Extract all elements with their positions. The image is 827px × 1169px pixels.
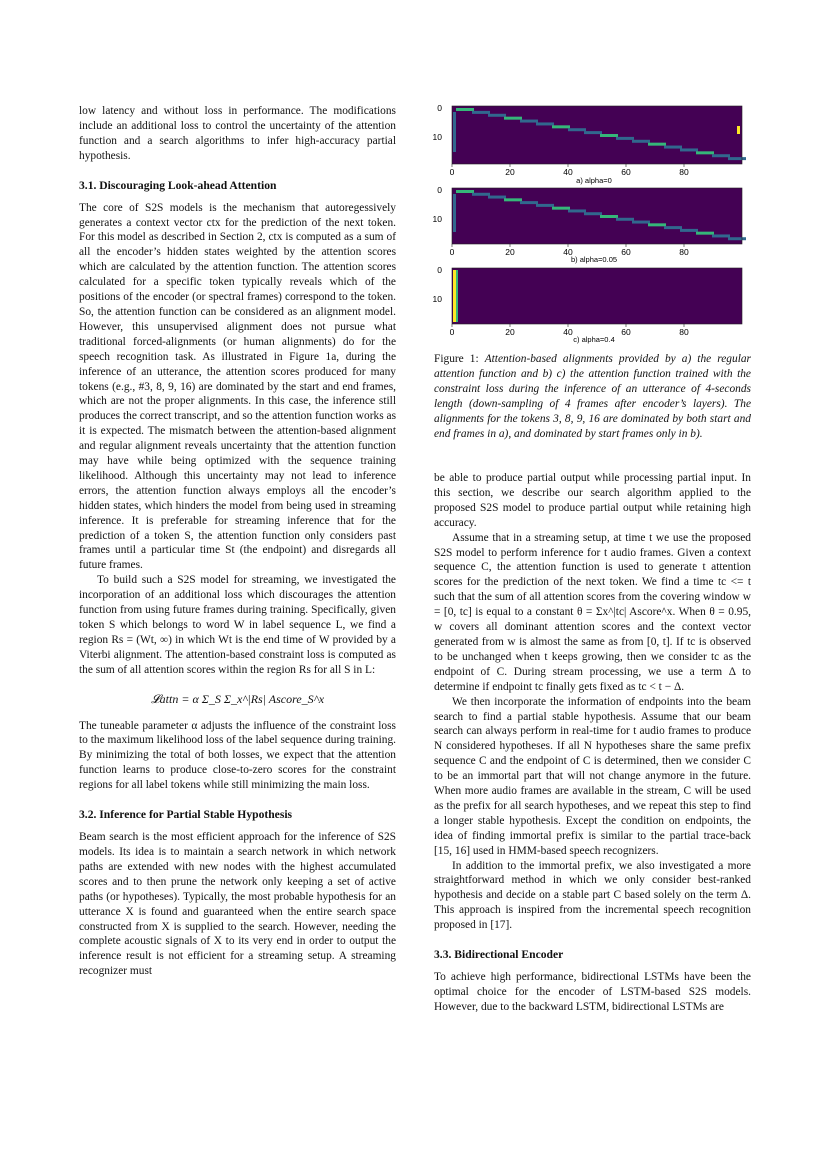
- paragraph-intro: low latency and without loss in performance. The modifications include an additional loss to control the uncertainty of the attention function and a search algorithms to infer high-accuracy partial hypothesis.: [79, 105, 396, 162]
- end-frame-cells: [737, 126, 740, 134]
- xtick-label: 40: [563, 247, 573, 257]
- paragraph-3-1-a: The core of S2S models is the mechanism that autoregessively generates a context vector ctx for the prediction of the next token. For this model as described in Section 2, ctx is computed as a sum of all the encoder’s hidden states weighted by the attention scores which are calculated by the attention function. The attention scores calculated for a specific token typically reveals which of the positions of the encoder (or spectral frames) correspond to the token. So, the attention function can be considered as an alignment model. However, this unsupervised alignment does not pursue what traditional forced-alignments (or human alignments) do for the speech recognition task. As illustrated in Figure 1a, during the inference of an utterance, the attention scores produced for many tokens (e.g., #3, 8, 9, 16) are dominated by the start and end frames, which are not the proper alignments. In this case, the inference still produces the correct transcript, and so the attention function works as it is expected. The mismatch between the attention-based alignment and regular alignment reveals uncertainty that the attention function may have while being optimized with the sequence training likelihood. Although this uncertainty may not lead to inference errors, the attention function always employs all the encoder’s hidden states, which hinders the model from being used in streaming inference. It is preferable for streaming inference that for the prediction of a token S, the attention function only considers past frames until a particular time St (the endpoint) and disregards all future frames.: [79, 201, 396, 572]
- xtick-label: 20: [505, 167, 515, 177]
- section-heading-3-3: 3.3. Bidirectional Encoder: [434, 948, 564, 962]
- alignment-cell: [520, 201, 538, 204]
- alignment-cell: [616, 218, 634, 221]
- caption-body: Attention-based alignments provided by a) the regular attention function and b) c) the attention function trained with the constraint loss during the inference of an utterance of 4-seconds length (down-sampling of 4 frames after encoder’s layers). The alignments for the tokens 3, 8, 9, 16 are dominated by both start and end frames in a), and dominated by start frames only in b).: [434, 353, 751, 440]
- xtick-label: 60: [621, 327, 631, 337]
- alignment-cell: [536, 204, 554, 207]
- alignment-cell: [472, 111, 490, 114]
- panel-label-b: b) alpha=0.05: [570, 255, 618, 264]
- paragraph-right-c: We then incorporate the information of endpoints into the beam search to find a partial stable hypothesis. Assume that our beam search can always perform in real-time for t audio frames to produce N considered hypotheses. If all N hypotheses share the same prefix sequence C and the endpoint of C is determined, then we consider C to be an immortal part that will not change anymore in the future. When more audio frames are available in the stream, C will be used as the prefix for all search hypotheses, and we repeat this step to find a longer stable hypothesis. Except the condition on endpoints, the idea of finding immortal prefix is similar to the partial trace-back [15, 16] used in HMM-based speech recognizers.: [434, 695, 751, 857]
- alignment-cell: [552, 207, 570, 210]
- ytick-c-10: 10: [432, 294, 442, 304]
- figure-1-caption: [434, 352, 751, 441]
- alignment-cell: [536, 122, 554, 125]
- alignment-cell: [728, 237, 746, 240]
- paragraph-3-1-c: The tuneable parameter α adjusts the influence of the constraint loss to the maximum likelihood loss of the label sequence during training. By minimizing the total of both losses, we expect that the attention function learns to produce close-to-zero scores for the constraint regions for all label tokens while still minimizing the main loss.: [79, 719, 396, 792]
- alignment-cell: [456, 190, 474, 193]
- alignment-cell: [632, 140, 650, 143]
- figure-1: [434, 102, 751, 348]
- panel-label-c: c) alpha=0.4: [573, 335, 615, 344]
- ytick-b-10: 10: [432, 214, 442, 224]
- alignment-cell: [552, 125, 570, 128]
- alignment-cell: [568, 128, 586, 131]
- xtick-label: 60: [621, 247, 631, 257]
- ytick-b-0: 0: [437, 185, 442, 195]
- xtick-label: 0: [449, 327, 455, 337]
- equation-attn-loss: 𝓛attn = α Σ_S Σ_x^|Rs| Ascore_S^x: [150, 691, 325, 706]
- alignment-cell: [712, 154, 730, 157]
- xtick-label: 60: [621, 167, 631, 177]
- heatmap-panel-b: [433, 185, 746, 264]
- caption-prefix: Figure 1:: [434, 353, 479, 365]
- xtick-label: 40: [563, 167, 573, 177]
- xtick-label: 80: [679, 327, 689, 337]
- alignment-cell: [488, 114, 506, 117]
- alignment-cell: [648, 143, 666, 146]
- paragraph-right-b: Assume that in a streaming setup, at time t we use the proposed S2S model to perform inference for t audio frames. Given a context sequence C, the attention function is used to generate t attention scores for the prediction of the next token. We find a time tc <= t such that the sum of all attention scores from the covering window w = [0, tc] is equal to a constant θ = Σx^|tc| Ascore^x. When θ = 0.95, w covers all dominant attention scores and the context vector generated from w is almost the same as from [0, t]. If tc is observed to be unchanged when t keeps growing, then we consider tc as the endpoint of C. During stream processing, we use a term Δ to determine if endpoint tc finally gets fixed as tc < t − Δ.: [434, 531, 751, 693]
- paragraph-right-a: be able to produce partial output while processing partial input. In this section, we describe our search algorithm applied to the proposed S2S model to produce partial output while retaining high accuracy.: [434, 472, 751, 529]
- paragraph-right-e: To achieve high performance, bidirectional LSTMs have been the optimal choice for the encoder of LSTM-based S2S models. However, due to the backward LSTM, bidirectional LSTMs are: [434, 971, 751, 1013]
- alignment-cell: [520, 120, 538, 123]
- start-frame-cells: [453, 194, 456, 232]
- start-frame-cells: [453, 112, 456, 152]
- paragraph-3-2: Beam search is the most efficient approach for the inference of S2S models. Its idea is to maintain a search network in which network paths are extended with new nodes with the highest accumulated scores and to then prune the network only keeping a set of active paths (or hypotheses). Typically, the most probable hypothesis for an utterance X is found and guaranteed when the entire search space constructed from X is supplied to the search. However, needing the complete acoustic signals of X to its very end in order to output the inference result is not efficient for a streaming setup. A streaming recognizer must: [79, 831, 396, 978]
- heatmap-panel-a: [433, 103, 746, 185]
- alignment-cell: [696, 151, 714, 154]
- alignment-cell: [600, 215, 618, 218]
- alignment-cell: [472, 193, 490, 196]
- ytick-c-0: 0: [437, 265, 442, 275]
- alignment-cell: [616, 137, 634, 140]
- alignment-cell: [696, 232, 714, 235]
- section-heading-3-1: 3.1. Discouraging Look-ahead Attention: [79, 178, 277, 192]
- xtick-label: 40: [563, 327, 573, 337]
- alignment-cell: [664, 226, 682, 229]
- ytick-a-10: 10: [432, 132, 442, 142]
- alignment-cell: [712, 234, 730, 237]
- right-column: [434, 471, 751, 1015]
- figure-1-heatmaps: [434, 102, 751, 348]
- heatmap-panel-c: [433, 265, 742, 344]
- alignment-cell: [680, 229, 698, 232]
- alignment-cell: [504, 117, 522, 120]
- paragraph-3-1-b: To build such a S2S model for streaming, we investigated the incorporation of an additional loss which discourages the attention function from using future frames during training. Specifically, given token S which belongs to word W in label sequence L, we find a region Rs = (Wt, ∞) in which Wt is the end time of W provided by a Viterbi alignment. The attention-based constraint loss is computed as the sum of all attention scores within the region Rs for all S in L:: [79, 574, 396, 676]
- section-heading-3-2: 3.2. Inference for Partial Stable Hypothesis: [79, 808, 293, 822]
- xtick-label: 0: [449, 167, 455, 177]
- alignment-cell: [584, 212, 602, 215]
- panel-label-a: a) alpha=0: [576, 176, 612, 185]
- alignment-cell: [680, 148, 698, 151]
- alignment-cell: [456, 108, 474, 111]
- ytick-a-0: 0: [437, 103, 442, 113]
- xtick-label: 80: [679, 247, 689, 257]
- alignment-cell: [488, 196, 506, 199]
- xtick-label: 80: [679, 167, 689, 177]
- paragraph-right-d: In addition to the immortal prefix, we also investigated a more straightforward method in which we only consider best-ranked hypothesis and decide on a stable part C based solely on the term Δ. This approach is inspired from the incremental speech recognition proposed in [17].: [434, 859, 751, 932]
- alignment-cell: [728, 157, 746, 160]
- alignment-cell: [664, 146, 682, 149]
- xtick-label: 20: [505, 327, 515, 337]
- left-column: [79, 104, 396, 979]
- alignment-cell: [632, 221, 650, 224]
- alignment-cell: [648, 223, 666, 226]
- xtick-label: 20: [505, 247, 515, 257]
- alignment-cell: [568, 209, 586, 212]
- xtick-label: 0: [449, 247, 455, 257]
- alignment-cell: [504, 198, 522, 201]
- alignment-cell: [600, 134, 618, 137]
- alignment-cell: [584, 131, 602, 134]
